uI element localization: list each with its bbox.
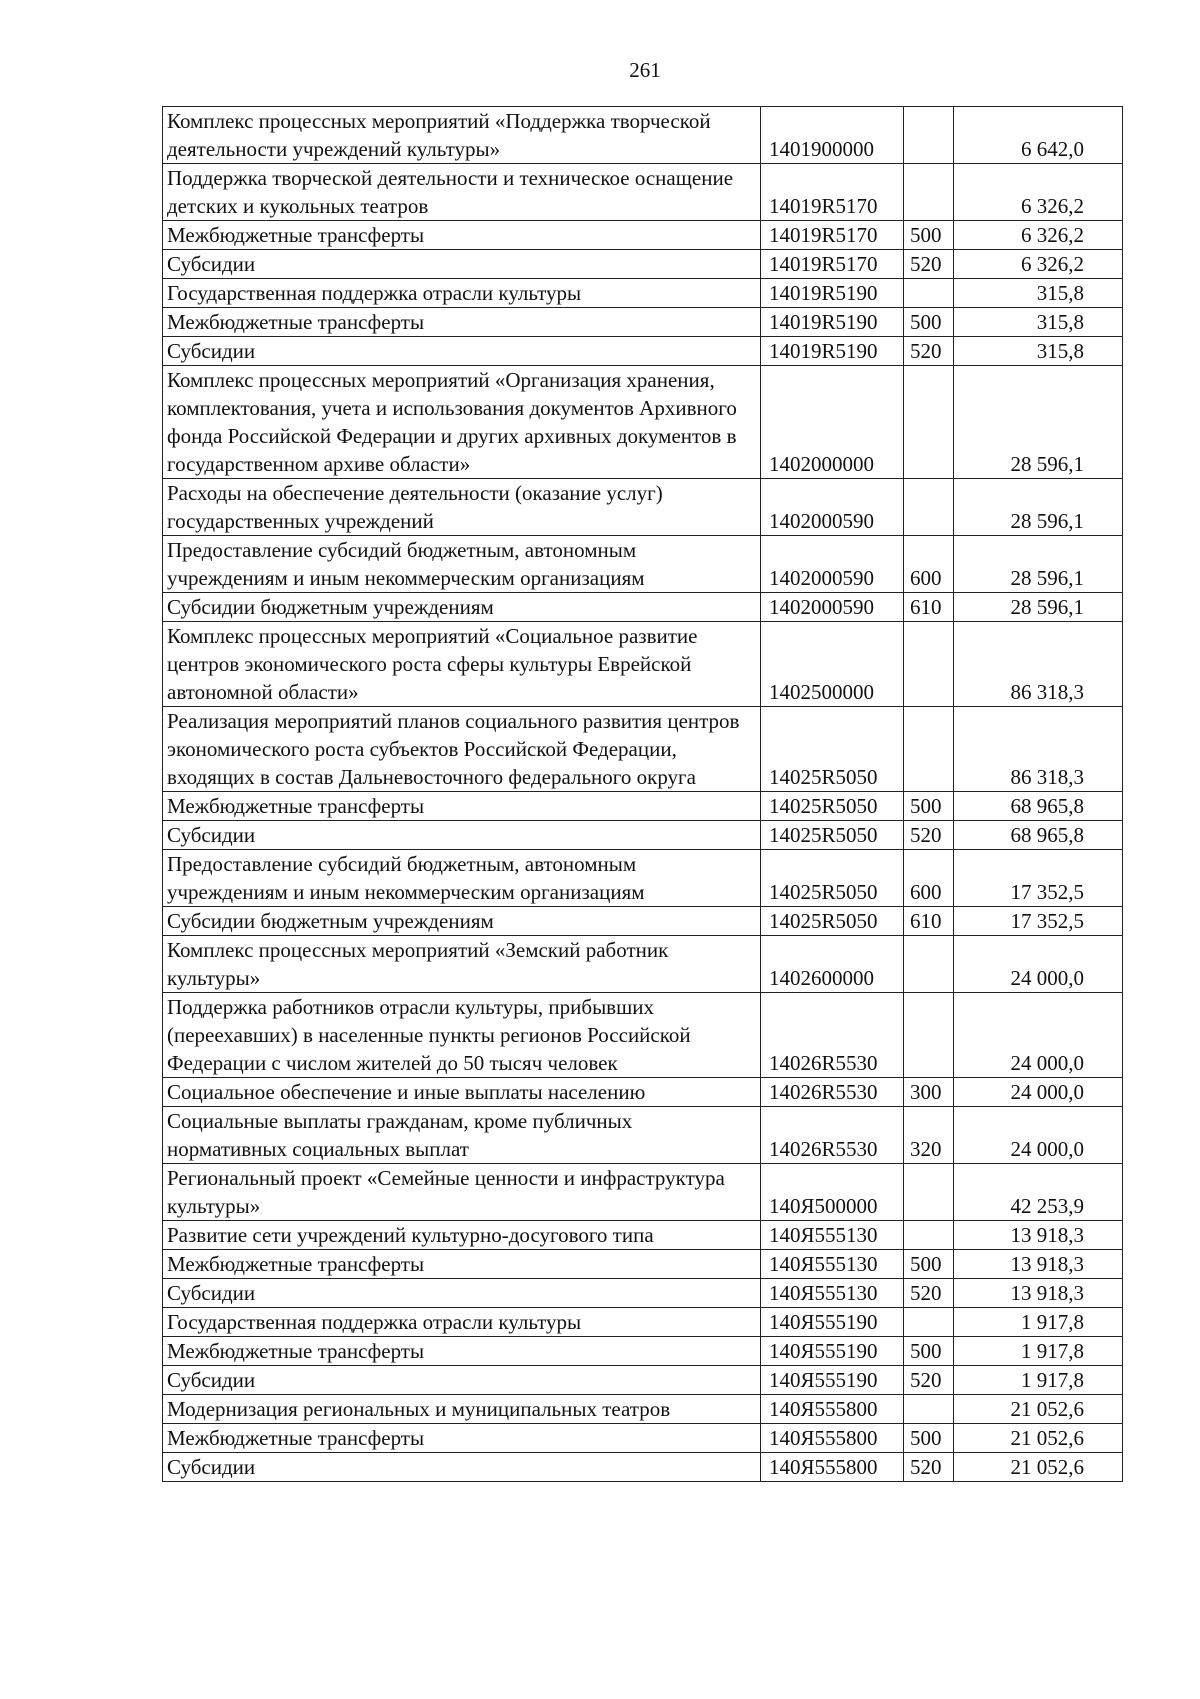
- amount-cell: 17 352,5: [954, 850, 1123, 907]
- amount-cell: 86 318,3: [954, 707, 1123, 792]
- table-row: [163, 1221, 1123, 1250]
- target-code-cell: 1401900000: [761, 107, 904, 164]
- amount-cell: 6 326,2: [954, 250, 1123, 279]
- table-row: [163, 1308, 1123, 1337]
- target-code-cell: 14026R5530: [761, 1078, 904, 1107]
- amount-cell: 42 253,9: [954, 1164, 1123, 1221]
- expense-type-cell: 610: [904, 593, 954, 622]
- amount-cell: 24 000,0: [954, 993, 1123, 1078]
- row-name-cell: Предоставление субсидий бюджетным, автономным учреждениям и иным некоммерческим организациям: [163, 536, 761, 593]
- amount-cell: 315,8: [954, 308, 1123, 337]
- budget-table-body: [163, 107, 1123, 1482]
- target-code-cell: 1402000000: [761, 366, 904, 479]
- row-name-cell: Межбюджетные трансферты: [163, 221, 761, 250]
- expense-type-cell: [904, 936, 954, 993]
- row-name-cell: Региональный проект «Семейные ценности и инфраструктура культуры»: [163, 1164, 761, 1221]
- target-code-cell: 14026R5530: [761, 1107, 904, 1164]
- table-row: [163, 308, 1123, 337]
- table-row: [163, 366, 1123, 479]
- target-code-cell: 140Я555190: [761, 1337, 904, 1366]
- row-name-cell: Реализация мероприятий планов социального развития центров экономического роста субъектов Российской Федерации, входящих в состав Дальневосточного федерального округа: [163, 707, 761, 792]
- row-name-cell: Межбюджетные трансферты: [163, 1424, 761, 1453]
- amount-cell: 21 052,6: [954, 1453, 1123, 1482]
- table-row: [163, 1164, 1123, 1221]
- row-name-cell: Комплекс процессных мероприятий «Социальное развитие центров экономического роста сферы культуры Еврейской автономной области»: [163, 622, 761, 707]
- target-code-cell: 14026R5530: [761, 993, 904, 1078]
- expense-type-cell: 520: [904, 1279, 954, 1308]
- target-code-cell: 140Я555130: [761, 1279, 904, 1308]
- expense-type-cell: [904, 1308, 954, 1337]
- amount-cell: 13 918,3: [954, 1221, 1123, 1250]
- amount-cell: 6 642,0: [954, 107, 1123, 164]
- table-row: [163, 1366, 1123, 1395]
- expense-type-cell: [904, 107, 954, 164]
- expense-type-cell: 500: [904, 221, 954, 250]
- amount-cell: 6 326,2: [954, 164, 1123, 221]
- amount-cell: 68 965,8: [954, 821, 1123, 850]
- table-row: [163, 164, 1123, 221]
- expense-type-cell: [904, 993, 954, 1078]
- row-name-cell: Комплекс процессных мероприятий «Земский работник культуры»: [163, 936, 761, 993]
- expense-type-cell: [904, 622, 954, 707]
- amount-cell: 28 596,1: [954, 479, 1123, 536]
- table-row: [163, 221, 1123, 250]
- table-row: [163, 850, 1123, 907]
- amount-cell: 21 052,6: [954, 1424, 1123, 1453]
- amount-cell: 1 917,8: [954, 1337, 1123, 1366]
- expense-type-cell: [904, 1221, 954, 1250]
- row-name-cell: Модернизация региональных и муниципальных театров: [163, 1395, 761, 1424]
- expense-type-cell: 520: [904, 821, 954, 850]
- table-row: [163, 536, 1123, 593]
- row-name-cell: Субсидии: [163, 250, 761, 279]
- expense-type-cell: 520: [904, 250, 954, 279]
- row-name-cell: Субсидии: [163, 821, 761, 850]
- row-name-cell: Субсидии: [163, 337, 761, 366]
- table-row: [163, 707, 1123, 792]
- row-name-cell: Межбюджетные трансферты: [163, 1337, 761, 1366]
- amount-cell: 86 318,3: [954, 622, 1123, 707]
- target-code-cell: 14019R5170: [761, 250, 904, 279]
- target-code-cell: 140Я555800: [761, 1395, 904, 1424]
- row-name-cell: Субсидии: [163, 1279, 761, 1308]
- row-name-cell: Государственная поддержка отрасли культуры: [163, 279, 761, 308]
- target-code-cell: 14025R5050: [761, 821, 904, 850]
- amount-cell: 21 052,6: [954, 1395, 1123, 1424]
- target-code-cell: 140Я555190: [761, 1308, 904, 1337]
- amount-cell: 24 000,0: [954, 1078, 1123, 1107]
- table-row: [163, 907, 1123, 936]
- amount-cell: 1 917,8: [954, 1308, 1123, 1337]
- expense-type-cell: 600: [904, 850, 954, 907]
- row-name-cell: Предоставление субсидий бюджетным, автономным учреждениям и иным некоммерческим организациям: [163, 850, 761, 907]
- row-name-cell: Социальное обеспечение и иные выплаты населению: [163, 1078, 761, 1107]
- target-code-cell: 14019R5190: [761, 308, 904, 337]
- target-code-cell: 1402500000: [761, 622, 904, 707]
- target-code-cell: 1402000590: [761, 536, 904, 593]
- target-code-cell: 14019R5170: [761, 221, 904, 250]
- expense-type-cell: 520: [904, 337, 954, 366]
- target-code-cell: 140Я555800: [761, 1424, 904, 1453]
- expense-type-cell: 500: [904, 308, 954, 337]
- target-code-cell: 14019R5190: [761, 337, 904, 366]
- expense-type-cell: 300: [904, 1078, 954, 1107]
- row-name-cell: Расходы на обеспечение деятельности (оказание услуг) государственных учреждений: [163, 479, 761, 536]
- row-name-cell: Субсидии: [163, 1366, 761, 1395]
- amount-cell: 6 326,2: [954, 221, 1123, 250]
- row-name-cell: Межбюджетные трансферты: [163, 308, 761, 337]
- row-name-cell: Комплекс процессных мероприятий «Поддержка творческой деятельности учреждений культуры»: [163, 107, 761, 164]
- expense-type-cell: [904, 279, 954, 308]
- amount-cell: 68 965,8: [954, 792, 1123, 821]
- row-name-cell: Развитие сети учреждений культурно-досугового типа: [163, 1221, 761, 1250]
- expense-type-cell: 610: [904, 907, 954, 936]
- expense-type-cell: 500: [904, 1337, 954, 1366]
- amount-cell: 315,8: [954, 337, 1123, 366]
- expense-type-cell: 500: [904, 1424, 954, 1453]
- table-row: [163, 1107, 1123, 1164]
- target-code-cell: 14025R5050: [761, 707, 904, 792]
- row-name-cell: Поддержка работников отрасли культуры, прибывших (переехавших) в населенные пункты регионов Российской Федерации с числом жителей до 50 тысяч человек: [163, 993, 761, 1078]
- target-code-cell: 140Я500000: [761, 1164, 904, 1221]
- table-row: [163, 993, 1123, 1078]
- expense-type-cell: [904, 707, 954, 792]
- table-row: [163, 107, 1123, 164]
- target-code-cell: 1402000590: [761, 479, 904, 536]
- amount-cell: 28 596,1: [954, 366, 1123, 479]
- expense-type-cell: 520: [904, 1366, 954, 1395]
- row-name-cell: Поддержка творческой деятельности и техническое оснащение детских и кукольных театров: [163, 164, 761, 221]
- table-row: [163, 479, 1123, 536]
- table-row: [163, 250, 1123, 279]
- row-name-cell: Субсидии: [163, 1453, 761, 1482]
- table-row: [163, 1424, 1123, 1453]
- table-row: [163, 1395, 1123, 1424]
- amount-cell: 28 596,1: [954, 593, 1123, 622]
- table-row: [163, 1250, 1123, 1279]
- amount-cell: 28 596,1: [954, 536, 1123, 593]
- target-code-cell: 1402000590: [761, 593, 904, 622]
- table-row: [163, 1279, 1123, 1308]
- table-row: [163, 1078, 1123, 1107]
- table-row: [163, 1337, 1123, 1366]
- expense-type-cell: 600: [904, 536, 954, 593]
- amount-cell: 17 352,5: [954, 907, 1123, 936]
- expense-type-cell: [904, 1395, 954, 1424]
- amount-cell: 1 917,8: [954, 1366, 1123, 1395]
- row-name-cell: Межбюджетные трансферты: [163, 1250, 761, 1279]
- expense-type-cell: [904, 366, 954, 479]
- expense-type-cell: 500: [904, 792, 954, 821]
- target-code-cell: 14019R5190: [761, 279, 904, 308]
- target-code-cell: 140Я555130: [761, 1221, 904, 1250]
- row-name-cell: Субсидии бюджетным учреждениям: [163, 907, 761, 936]
- table-row: [163, 337, 1123, 366]
- table-row: [163, 1453, 1123, 1482]
- target-code-cell: 14019R5170: [761, 164, 904, 221]
- expense-type-cell: [904, 1164, 954, 1221]
- amount-cell: 13 918,3: [954, 1279, 1123, 1308]
- page-number: 261: [629, 58, 661, 82]
- amount-cell: 315,8: [954, 279, 1123, 308]
- target-code-cell: 1402600000: [761, 936, 904, 993]
- budget-table: [162, 106, 1123, 1482]
- row-name-cell: Комплекс процессных мероприятий «Организация хранения, комплектования, учета и использования документов Архивного фонда Российской Федерации и других архивных документов в государственном архиве области»: [163, 366, 761, 479]
- amount-cell: 24 000,0: [954, 936, 1123, 993]
- row-name-cell: Межбюджетные трансферты: [163, 792, 761, 821]
- expense-type-cell: [904, 164, 954, 221]
- table-row: [163, 936, 1123, 993]
- expense-type-cell: [904, 479, 954, 536]
- expense-type-cell: 520: [904, 1453, 954, 1482]
- target-code-cell: 14025R5050: [761, 792, 904, 821]
- row-name-cell: Субсидии бюджетным учреждениям: [163, 593, 761, 622]
- table-row: [163, 622, 1123, 707]
- target-code-cell: 140Я555130: [761, 1250, 904, 1279]
- table-row: [163, 279, 1123, 308]
- row-name-cell: Социальные выплаты гражданам, кроме публичных нормативных социальных выплат: [163, 1107, 761, 1164]
- target-code-cell: 140Я555800: [761, 1453, 904, 1482]
- expense-type-cell: 500: [904, 1250, 954, 1279]
- table-row: [163, 593, 1123, 622]
- row-name-cell: Государственная поддержка отрасли культуры: [163, 1308, 761, 1337]
- target-code-cell: 14025R5050: [761, 850, 904, 907]
- target-code-cell: 140Я555190: [761, 1366, 904, 1395]
- table-row: [163, 821, 1123, 850]
- amount-cell: 13 918,3: [954, 1250, 1123, 1279]
- expense-type-cell: 320: [904, 1107, 954, 1164]
- target-code-cell: 14025R5050: [761, 907, 904, 936]
- table-row: [163, 792, 1123, 821]
- amount-cell: 24 000,0: [954, 1107, 1123, 1164]
